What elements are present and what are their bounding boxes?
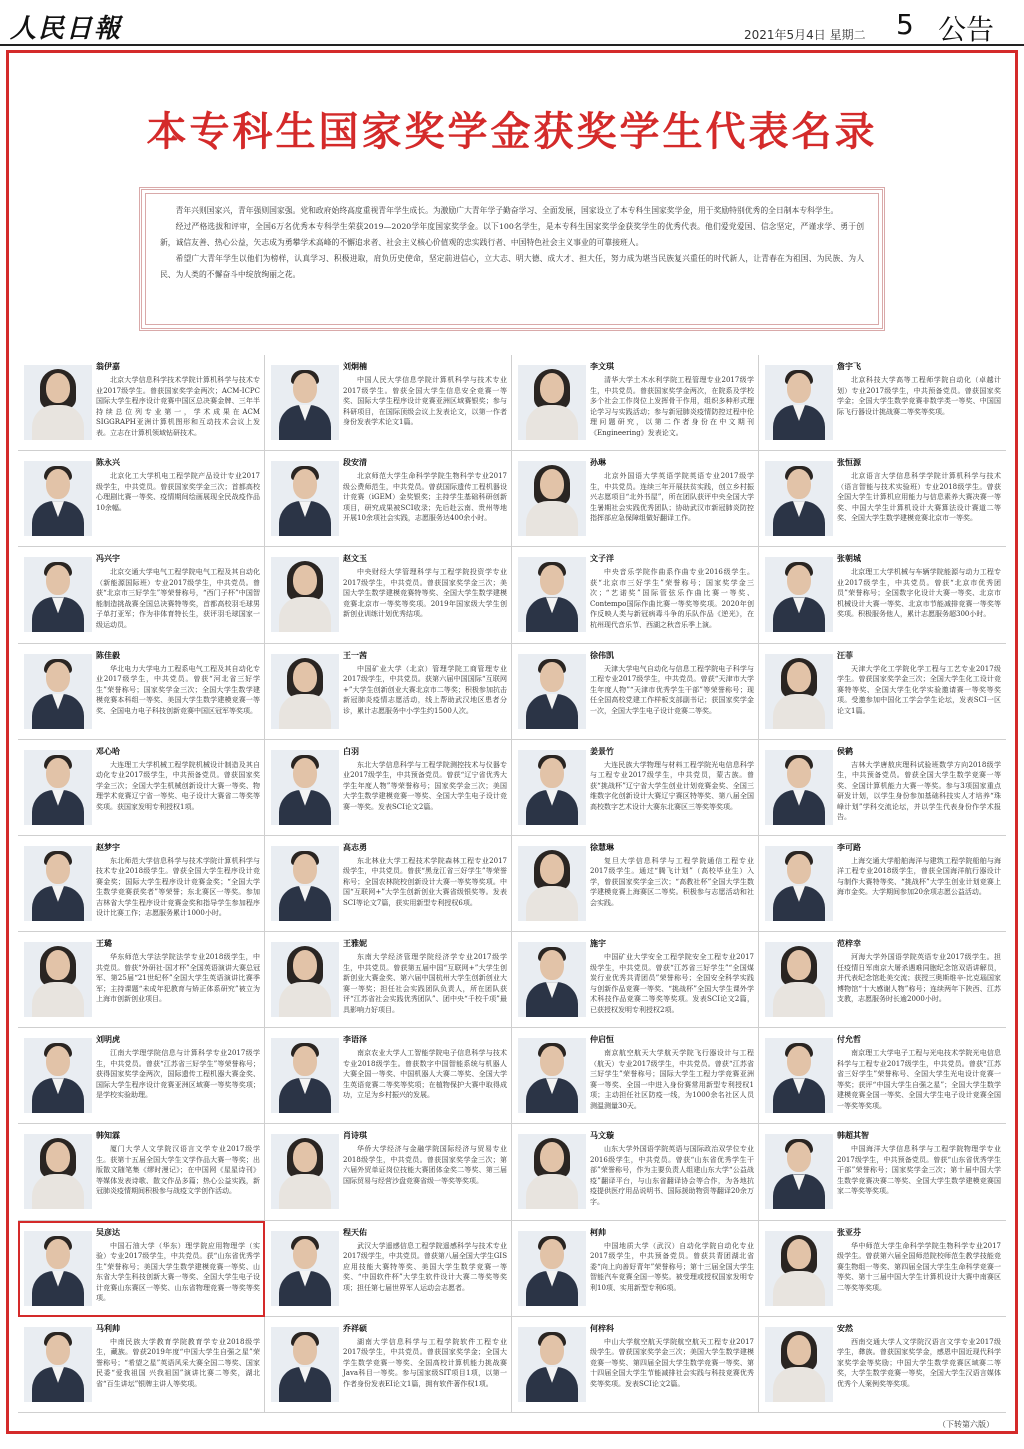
student-name: 刘炯楠	[343, 362, 367, 371]
student-card	[265, 740, 512, 836]
student-photo	[765, 365, 833, 440]
student-card	[759, 1124, 1006, 1220]
student-card	[18, 932, 265, 1028]
student-photo	[271, 1038, 339, 1113]
student-name: 孙琳	[590, 458, 606, 468]
student-photo	[518, 557, 586, 632]
student-card	[265, 932, 512, 1028]
student-bio: 东北林业大学工程技术学院森林工程专业2017级学生，中共党员。曾获“黑龙江省三好学生”等荣誉称号；全国农林院校创新设计大赛一等奖等奖项。中国“互联网+”大学生创新创业大赛省级银奖等。发表SCI等论文7篇，获实用新型专利授权6项。	[343, 856, 507, 907]
student-name: 文子洋	[590, 554, 614, 564]
student-photo	[271, 1327, 339, 1402]
student-card	[18, 1221, 265, 1317]
student-bio: 中国海洋大学信息科学与工程学院物理学专业2017级学生，中共预备党员。曾获“山东省优秀学生干部”荣誉称号；国家奖学金三次；第十届中国大学生数学竞赛决赛二等奖、全国大学生数学建模竞赛国家二等奖等奖项。	[837, 1145, 1001, 1196]
student-name: 陈永兴	[96, 458, 120, 468]
continued-note: （下转第六版）	[938, 1420, 994, 1429]
student-photo	[518, 654, 586, 729]
student-bio: 江南大学理学院信息与计算科学专业2017级学生，中共党员。曾获“江苏省三好学生”等荣誉称号；获得国家奖学金两次，国际遗传工程机器大赛金奖、国际大学生程序设计竞赛亚洲区域赛一等奖等奖项；是学校实验助理。	[96, 1049, 260, 1100]
student-name: 柯帅	[590, 1227, 606, 1237]
student-photo	[271, 750, 339, 825]
student-card	[759, 1221, 1006, 1317]
student-name: 徐伟凯	[590, 650, 614, 660]
student-bio: 湖南大学信息科学与工程学院软件工程专业2017级学生，中共党员。曾获国家奖学金；全国大学生数学竞赛一等奖、全国高校计算机能力挑战赛Java科目一等奖。参与国家级SIT项目1项，以第一作者身份发表EI论文1篇，拥有软件著作权1项。	[343, 1337, 507, 1388]
student-card	[265, 1221, 512, 1317]
student-name: 马利帅	[96, 1323, 120, 1333]
intro-paragraph-2: 经过严格选拔和评审，全国6万名优秀本专科学生荣获2019—2020学年度国家奖学金。以下100名学生，是本专科生国家奖学金获奖学生的优秀代表。他们爱党爱国、信念坚定，严谨求学、勇于创新，诚信友善、热心公益，矢志成为勇攀学术高峰的不懈追求者、社会主义核心价值观的忠实践行者、中国特色社会主义事业的可靠接班人。	[160, 222, 864, 247]
student-photo	[518, 365, 586, 440]
student-bio: 北京师范大学生命科学学院生物科学专业2017级公费师范生，中共党员。曾获国际遗传工程机器设计竞赛（iGEM）金奖银奖；主持学生基础科研创新项目，研究成果被SCI收录；先后赴云南、贵州等地开展10余项社会实践，志愿服务达400余小时。	[343, 472, 507, 523]
student-photo	[765, 1038, 833, 1113]
student-bio: 西南交通大学人文学院汉语言文学专业2017级学生，彝族。曾获国家奖学金，感恩中国近现代科学家奖学金等奖励；中国大学生数学竞赛区域赛二等奖，大学生数学竞赛一等奖，全国大学生汉语言媒体优秀个人案例奖等奖项。	[837, 1337, 1001, 1388]
student-name: 马文璇	[590, 1131, 614, 1141]
page-number: 5	[896, 8, 914, 41]
student-name: 程天佑	[343, 1227, 367, 1237]
student-name: 李语泽	[343, 1035, 367, 1045]
student-bio: 山东大学外国语学院英语与国际政治双学位专业2016级学生，中共党员。曾获“山东省优秀学生干部”荣誉称号，作为主要负责人组建山东大学“公益战疫”翻译平台，与山东省翻译协会等合作，为各地抗疫提供医疗用品说明书、国际援助物资等翻译20余万字。	[590, 1145, 754, 1206]
student-bio: 北京交通大学电气工程学院电气工程及其自动化（新能源国际班）专业2017级学生，中共党员。曾获“北京市三好学生”等荣誉称号，“西门子杯”中国智能制造挑战赛全国总决赛特等奖，首都高校羽毛球男子单打亚军；作为非体育特长生，获评羽毛球国家一级运动员。	[96, 568, 260, 629]
student-bio: 中国矿业大学安全工程学院安全工程专业2017级学生，中共党员。曾获“江苏省三好学生”“全国煤炭行业优秀共青团员”荣誉称号；全国安全科学实践与创新作品竞赛一等奖、“挑战杯”全国大学生课外学术科技作品竞赛二等奖等奖项。发表SCI论文2篇，已获授权发明专利授权2项。	[590, 953, 754, 1014]
student-photo	[24, 1327, 92, 1402]
student-card	[18, 1317, 265, 1413]
student-name: 张亚芬	[837, 1227, 861, 1237]
student-card	[18, 644, 265, 740]
student-bio: 中山大学航空航天学院航空航天工程专业2017级学生。曾获国家奖学金三次；美国大学生数学建模竞赛一等奖、第四届全国大学生数学竞赛一等奖、第十四届全国大学生节能减排社会实践与科技竞赛优秀奖等奖项。发表SCI论文2篇。	[590, 1337, 754, 1388]
student-name: 高志勇	[343, 842, 367, 852]
student-photo	[24, 750, 92, 825]
student-grid	[18, 355, 1006, 1413]
student-card	[512, 1028, 759, 1124]
student-photo	[271, 557, 339, 632]
student-name: 施宇	[590, 939, 606, 949]
student-name: 张朝城	[837, 554, 861, 564]
student-card	[759, 451, 1006, 547]
student-name: 白羽	[343, 746, 359, 756]
student-photo	[24, 1134, 92, 1209]
student-card	[759, 644, 1006, 740]
student-card	[265, 644, 512, 740]
student-photo	[518, 942, 586, 1017]
student-name: 段安清	[343, 458, 367, 468]
student-bio: 华侨大学经济与金融学院国际经济与贸易专业2018级学生，中共党员。曾获国家奖学金三次；第六届外贸单证岗位技能大赛团体金奖二等奖、第三届国际贸易与经营沙盘竞赛省级一等奖等奖项。	[343, 1145, 507, 1185]
student-name: 韩超其智	[837, 1131, 869, 1141]
student-bio: 南京农业大学人工智能学院电子信息科学与技术专业2018级学生。曾获数字中国智能系统与机器人大赛全国一等奖、中国机器人大赛二等奖、全国大学生英语竞赛二等奖等奖项；在植物保护大赛中取得成功，立足为乡村振兴的发展。	[343, 1049, 507, 1100]
student-photo	[271, 942, 339, 1017]
student-bio: 天津大学化工学院化学工程与工艺专业2017级学生。曾获国家奖学金三次；全国大学生化工设计竞赛特等奖、全国大学生化学实验邀请赛一等奖等奖项。受邀参加中国化工学会学生论坛，发表SCI一区论文1篇。	[837, 664, 1001, 715]
student-bio: 中国地质大学（武汉）自动化学院自动化专业2017级学生，中共预备党员。曾获共青团湖北省委“向上向善好青年”荣誉称号；第十三届全国大学生智能汽车竞赛全国一等奖。被受理或授权国家发明专利10项、实用新型专利6项。	[590, 1241, 754, 1292]
student-name: 仲启恒	[590, 1035, 614, 1045]
student-name: 詹宇飞	[837, 362, 861, 371]
student-bio: 中央财经大学管理科学与工程学院投资学专业2017级学生，中共党员。曾获国家奖学金三次；美国大学生数学建模竞赛特等奖、全国大学生数学建模竞赛北京市一等奖等奖项。2019年国家级大学生创新创业训练计划优秀结项。	[343, 568, 507, 619]
student-name: 侯鹤	[837, 746, 853, 756]
student-card	[759, 355, 1006, 451]
student-card	[512, 932, 759, 1028]
student-name: 冯兴宇	[96, 554, 120, 564]
student-name: 翁伊嘉	[96, 362, 120, 371]
student-name: 李文琪	[590, 362, 614, 371]
student-photo	[765, 942, 833, 1017]
student-bio: 中南民族大学教育学院教育学专业2018级学生，藏族。曾获2019年度“中国大学生自强之星”荣誉称号；“希望之星”英语风采大赛全国二等奖、国家民委“爱我祖国 兴我祖国”演讲比赛二等奖，湖北省“百生讲坛”银牌主讲人等奖项。	[96, 1337, 260, 1388]
student-bio: 北京外国语大学英语学院英语专业2017级学生，中共党员。连续三年开展扶贫实践，创立乡村振兴志愿项目“北外书屋”，所在团队获评中央全国大学生暑期社会实践优秀团队；协助武汉市新冠肺炎防控指挥部应急保障组做好翻译工作。	[590, 472, 754, 523]
student-photo	[24, 557, 92, 632]
student-photo	[24, 654, 92, 729]
student-card	[18, 547, 265, 643]
student-card	[512, 740, 759, 836]
intro-box	[145, 193, 879, 325]
student-card	[265, 1317, 512, 1413]
student-bio: 大连民族大学物理与材料工程学院光电信息科学与工程专业2017级学生，中共党员，蒙古族。曾获“挑战杯”辽宁省大学生创业计划竞赛金奖、全国三维数字化创新设计大赛辽宁赛区特等奖、第八届全国高校数字艺术设计大赛东北赛区三等奖等奖项。	[590, 760, 754, 811]
student-card	[265, 1028, 512, 1124]
student-bio: 复旦大学信息科学与工程学院通信工程专业2017级学生。通过“腾飞计划”（高校毕业生）入学，曾获国家奖学金三次；“高教社杯”全国大学生数学建模竞赛上海赛区二等奖。积极参与志愿活动和社会实践。	[590, 856, 754, 907]
student-bio: 中国矿业大学（北京）管理学院工商管理专业2017级学生，中共党员。获第六届中国国际“互联网+”大学生创新创业大赛北京市二等奖；积极参加抗击新冠肺炎疫情志愿活动，线上帮助武汉地区患者分诊，累计志愿服务中小学生约1500人次。	[343, 664, 507, 715]
student-bio: 大连理工大学机械工程学院机械设计制造及其自动化专业2017级学生，中共预备党员。曾获国家奖学金三次；全国大学生机械创新设计大赛一等奖、物理学术竞赛辽宁省一等奖、电子设计大赛省二等奖等奖项。获国家发明专利授权1项。	[96, 760, 260, 811]
student-bio: 吉林大学唐敖庆理科试验班数学方向2018级学生，中共预备党员。曾获全国大学生数学竞赛一等奖、全国计算机能力大赛一等奖。参与3项国家重点研发计划，以学生身份参加基础科技实人才培养“珠峰计划”学科交流论坛，并以学生代表身份作学术报告。	[837, 760, 1001, 822]
student-card	[512, 644, 759, 740]
student-photo	[24, 461, 92, 536]
section-title: 公告	[938, 13, 995, 46]
student-photo	[271, 365, 339, 440]
student-name: 李可路	[837, 842, 861, 852]
student-bio: 南京航空航天大学航天学院飞行器设计与工程（航天）专业2017级学生，中共党员。曾获“江苏省三好学生”荣誉称号；国际大学生工程力学竞赛亚洲赛一等奖、全国一中进入身份赛常用新型专利授权1项；主动担任社区防疫一线，为1000余名社区人员测温测量30天。	[590, 1049, 754, 1110]
student-card	[18, 1028, 265, 1124]
student-name: 汪菲	[837, 650, 853, 660]
student-name: 陈佳毅	[96, 650, 120, 660]
student-name: 赵文玉	[343, 554, 367, 564]
student-card	[265, 355, 512, 451]
student-name: 乔祥硕	[343, 1323, 367, 1333]
student-name: 姜景竹	[590, 746, 614, 756]
student-card	[759, 740, 1006, 836]
student-card	[512, 1124, 759, 1220]
masthead	[0, 0, 1024, 46]
student-bio: 河海大学外国语学院英语专业2017级学生。担任疫情日军南京大屠杀遇难同胞纪念馆双语讲解员，并代表纪念馆赴美交流；获授三奥斯维辛-比克瑙国家博物馆“十大感谢人物”称号；连续两年下陕西、江苏支教，志愿服务时长逾2000小时。	[837, 953, 1001, 1004]
student-name: 徐慧琳	[590, 842, 614, 852]
student-bio: 北京化工大学机电工程学院产品设计专业2017级学生，中共党员。曾获国家奖学金三次；首都高校心理剧比赛一等奖、疫情期间绘画展现全民战疫作品10余幅。	[96, 472, 260, 512]
student-bio: 天津大学电气自动化与信息工程学院电子科学与工程专业2017级学生，中共党员。曾获“天津市大学生年度人物”“天津市优秀学生干部”等荣誉称号；现任全国高校党建工作样板支部副书记；获国家奖学金一次，全国大学生电子设计竞赛二等奖。	[590, 664, 754, 715]
page-title: 本专科生国家奖学金获奖学生代表名录	[146, 109, 878, 155]
student-bio: 中央音乐学院作曲系作曲专业2016级学生。获“北京市三好学生”荣誉称号；国家奖学金三次；“艺诺奖”国际管弦乐作曲比赛一等奖、Contempo国际作曲比赛一等奖等奖项。2020年创作反映人类与新冠病毒斗争的乐队作品《逆光》，在杭州现代音乐节、西湖之秋音乐季上演。	[590, 568, 754, 629]
student-name: 张恒源	[837, 458, 861, 468]
student-photo	[765, 461, 833, 536]
student-name: 何梓科	[590, 1323, 614, 1333]
student-bio: 北京语言大学信息科学学院计算机科学与技术（语言智能与技术实验班）专业2018级学生。曾获全国大学生计算机应用能力与信息素养大赛决赛一等奖、中国大学生计算机设计大赛算法设计赛道二等奖、全国大学生数学建模竞赛北京市一等奖。	[837, 472, 1001, 523]
student-photo	[518, 1231, 586, 1306]
student-name: 刘明虎	[96, 1035, 120, 1045]
student-bio: 厦门大学人文学院汉语言文学专业2017级学生。获第十五届全国大学生文学作品大赛一等奖；出版散文随笔集《缪时漫记》；在中国网《星星诗刊》等媒体发表诗歌、散文作品多篇；热心公益实践，新冠肺炎疫情期间积极参与战疫文学创作活动。	[96, 1145, 260, 1196]
student-name: 吴彦达	[96, 1227, 120, 1237]
student-card	[512, 836, 759, 932]
student-card	[18, 451, 265, 547]
student-photo	[518, 1327, 586, 1402]
student-photo	[765, 557, 833, 632]
student-card	[512, 451, 759, 547]
student-card	[18, 740, 265, 836]
student-bio: 清华大学土木水利学院工程管理专业2017级学生，中共党员。曾获国家奖学金两次，在院系及学校多个社会工作岗位上发挥骨干作用，组织多种形式理论学习与实践活动；参与新冠肺炎疫情防控过程中伦理问题研究，以第二作者身份在中文期刊《Engineering》发表论文。	[590, 376, 754, 437]
student-photo	[518, 1038, 586, 1113]
student-photo	[518, 750, 586, 825]
student-bio: 华东师范大学法学院法学专业2018级学生，中共党员。曾获“外研社·国才杯”全国英语演讲大赛总冠军、第25届“21世纪杯”全国大学生英语演讲比赛季军；主持课题“未成年犯教育与矫正体系研究”被立为上海市创新创业项目。	[96, 953, 260, 1004]
student-photo	[271, 654, 339, 729]
student-name: 范梓幸	[837, 939, 861, 949]
student-bio: 华中师范大学生命科学学院生物科学专业2017级学生。曾获第六届全国师范院校师范生教学技能竞赛生物组一等奖、第四届全国大学生生命科学竞赛一等奖、第十三届中国大学生计算机设计大赛中南赛区二等奖等奖项。	[837, 1241, 1001, 1292]
student-photo	[518, 461, 586, 536]
student-card	[265, 836, 512, 932]
student-bio: 南京理工大学电子工程与光电技术学院光电信息科学与工程专业2017级学生，中共党员。曾获“江苏省三好学生”荣誉称号、全国大学生光电设计竞赛一等奖；获评“中国大学生自强之星”；全国大学生数学建模竞赛全国一等奖、全国大学生电子设计竞赛全国一等奖等奖项。	[837, 1049, 1001, 1110]
student-card	[18, 355, 265, 451]
student-photo	[24, 846, 92, 921]
intro-paragraph-1: 青年兴则国家兴，青年强则国家强。党和政府始终高度重视青年学生成长。为激励广大青年学子勤奋学习、全面发展，国家设立了本专科生国家奖学金，用于奖励特别优秀的全日制本专科学生。	[175, 206, 839, 215]
intro-paragraph-3: 希望广大青年学生以他们为榜样，认真学习、积极进取，肩负历史使命，坚定前进信心，立大志、明大德、成大才、担大任，努力成为堪当民族复兴重任的时代新人，让青春在为祖国、为民族、为人民、为人类的不懈奋斗中绽放绚丽之花。	[160, 254, 864, 279]
student-photo	[765, 654, 833, 729]
student-name: 安然	[837, 1323, 853, 1333]
student-bio: 华北电力大学电力工程系电气工程及其自动化专业2017级学生，中共党员。曾获“河北省三好学生”荣誉称号；国家奖学金三次；全国大学生数学建模竞赛本科组一等奖、美国大学生数学建模竞赛一等奖、全国电力电子科技创新竞赛中国区冠军等奖项。	[96, 664, 260, 715]
student-bio: 东北大学信息科学与工程学院测控技术与仪器专业2017级学生，中共预备党员。曾获“辽宁省优秀大学生年度人物”等荣誉称号；国家奖学金三次；美国大学生数学建模竞赛一等奖、全国大学生电子设计竞赛一等奖。发表SCI论文2篇。	[343, 760, 507, 811]
student-photo	[765, 1134, 833, 1209]
student-card	[512, 1221, 759, 1317]
student-name: 王一茜	[343, 650, 367, 660]
student-name: 赵梦宇	[96, 842, 120, 852]
student-card	[759, 932, 1006, 1028]
student-bio: 武汉大学遥感信息工程学院遥感科学与技术专业2017级学生，中共党员。曾获第八届全国大学生GIS应用技能大赛特等奖、美国大学生数学竞赛一等奖、“中国软件杯”大学生软件设计大赛二等奖等奖项；担任第七届世界军人运动会志愿者。	[343, 1241, 507, 1292]
student-bio: 东南大学经济管理学院经济学专业2017级学生，中共党员。曾获第五届中国“互联网+”大学生创新创业大赛金奖、第六届中国杭州大学生创新创业大赛一等奖；担任社会实践团队负责人，所在团队获评“江苏省社会实践优秀团队”、团中央“千校千项”最具影响力好项目。	[343, 953, 507, 1014]
student-name: 王璐	[96, 939, 112, 949]
issue-date: 2021年5月4日 星期二	[744, 28, 866, 42]
student-bio: 北京大学信息科学技术学院计算机科学与技术专业2017级学生。曾获国家奖学金两次；ACM-ICPC国际大学生程序设计竞赛中国区总决赛金牌、三年半持续总位列专业第一，学术成果在ACM SIGGRAPH亚洲计算机图形和互动技术会议上发表。立志在计算机领域钻研技术。	[96, 376, 260, 437]
student-card	[759, 836, 1006, 932]
student-photo	[24, 1231, 92, 1306]
newspaper-logo: 人民日報	[10, 14, 123, 44]
student-card	[18, 1124, 265, 1220]
student-card	[759, 1317, 1006, 1413]
student-photo	[518, 846, 586, 921]
student-bio: 东北师范大学信息科学与技术学院计算机科学与技术专业2018级学生。曾获全国大学生程序设计竞赛金奖；国际大学生程序设计竞赛金奖；“全国大学生数学竞赛获奖者”等荣誉；东北赛区一等奖。参加吉林省大学生程序设计竞赛金奖和指导学生参加程序设计比赛工作；志愿服务累计1000小时。	[96, 856, 260, 918]
student-photo	[271, 1231, 339, 1306]
student-card	[265, 547, 512, 643]
student-bio: 北京理工大学机械与车辆学院能源与动力工程专业2017级学生，中共党员。曾获“北京市优秀团员”荣誉称号；全国数字化设计大赛一等奖、北京市机械设计大赛一等奖、北京市节能减排竞赛一等奖等奖项。积极服务他人，累计志愿服务超300小时。	[837, 568, 1001, 619]
student-card	[18, 836, 265, 932]
student-card	[759, 547, 1006, 643]
student-card	[759, 1028, 1006, 1124]
student-photo	[24, 365, 92, 440]
student-bio: 中国人民大学信息学院计算机科学与技术专业2017级学生。曾获全国大学生信息安全竞赛一等奖、国际大学生程序设计竞赛亚洲区域赛银奖；参与科研项目，在国际顶级会议上发表论文，以第一作者身份发表学术论文1篇。	[343, 376, 507, 426]
student-photo	[271, 461, 339, 536]
student-photo	[518, 1134, 586, 1209]
student-photo	[271, 846, 339, 921]
student-photo	[765, 1327, 833, 1402]
student-card	[512, 1317, 759, 1413]
student-card	[265, 1124, 512, 1220]
student-card	[512, 355, 759, 451]
student-name: 肖诗琪	[343, 1131, 367, 1141]
student-photo	[765, 1231, 833, 1306]
student-name: 付允哲	[837, 1035, 861, 1045]
student-photo	[765, 750, 833, 825]
student-card	[265, 451, 512, 547]
student-bio: 上海交通大学船舶海洋与建筑工程学院船舶与海洋工程专业2018级学生，曾获全国海洋航行器设计与制作大赛特等奖、“挑战杯”大学生创业计划竞赛上海市金奖。大学期间参加20余项志愿公益活动。	[837, 856, 1001, 897]
student-name: 韩知霖	[96, 1131, 120, 1141]
student-photo	[271, 1134, 339, 1209]
student-photo	[24, 942, 92, 1017]
student-name: 王雅妮	[343, 939, 367, 949]
student-bio: 北京科技大学高等工程师学院自动化（卓越计划）专业2017级学生，中共预备党员。曾获国家奖学金；全国大学生数学竞赛非数学类一等奖、中国国际飞行器设计挑战赛二等奖等奖项。	[837, 376, 1001, 416]
student-bio: 中国石油大学（华东）理学院应用物理学（实验）专业2017级学生，中共党员。获“山东省优秀学生”荣誉称号；美国大学生数学建模竞赛一等奖、山东省大学生科技创新大赛一等奖、全国大学生电子设计竞赛山东赛区一等奖、山东省物理竞赛一等奖等奖项。	[96, 1241, 260, 1303]
student-card	[512, 547, 759, 643]
student-photo	[24, 1038, 92, 1113]
student-name: 邓心哈	[96, 746, 120, 756]
student-photo	[765, 846, 833, 921]
